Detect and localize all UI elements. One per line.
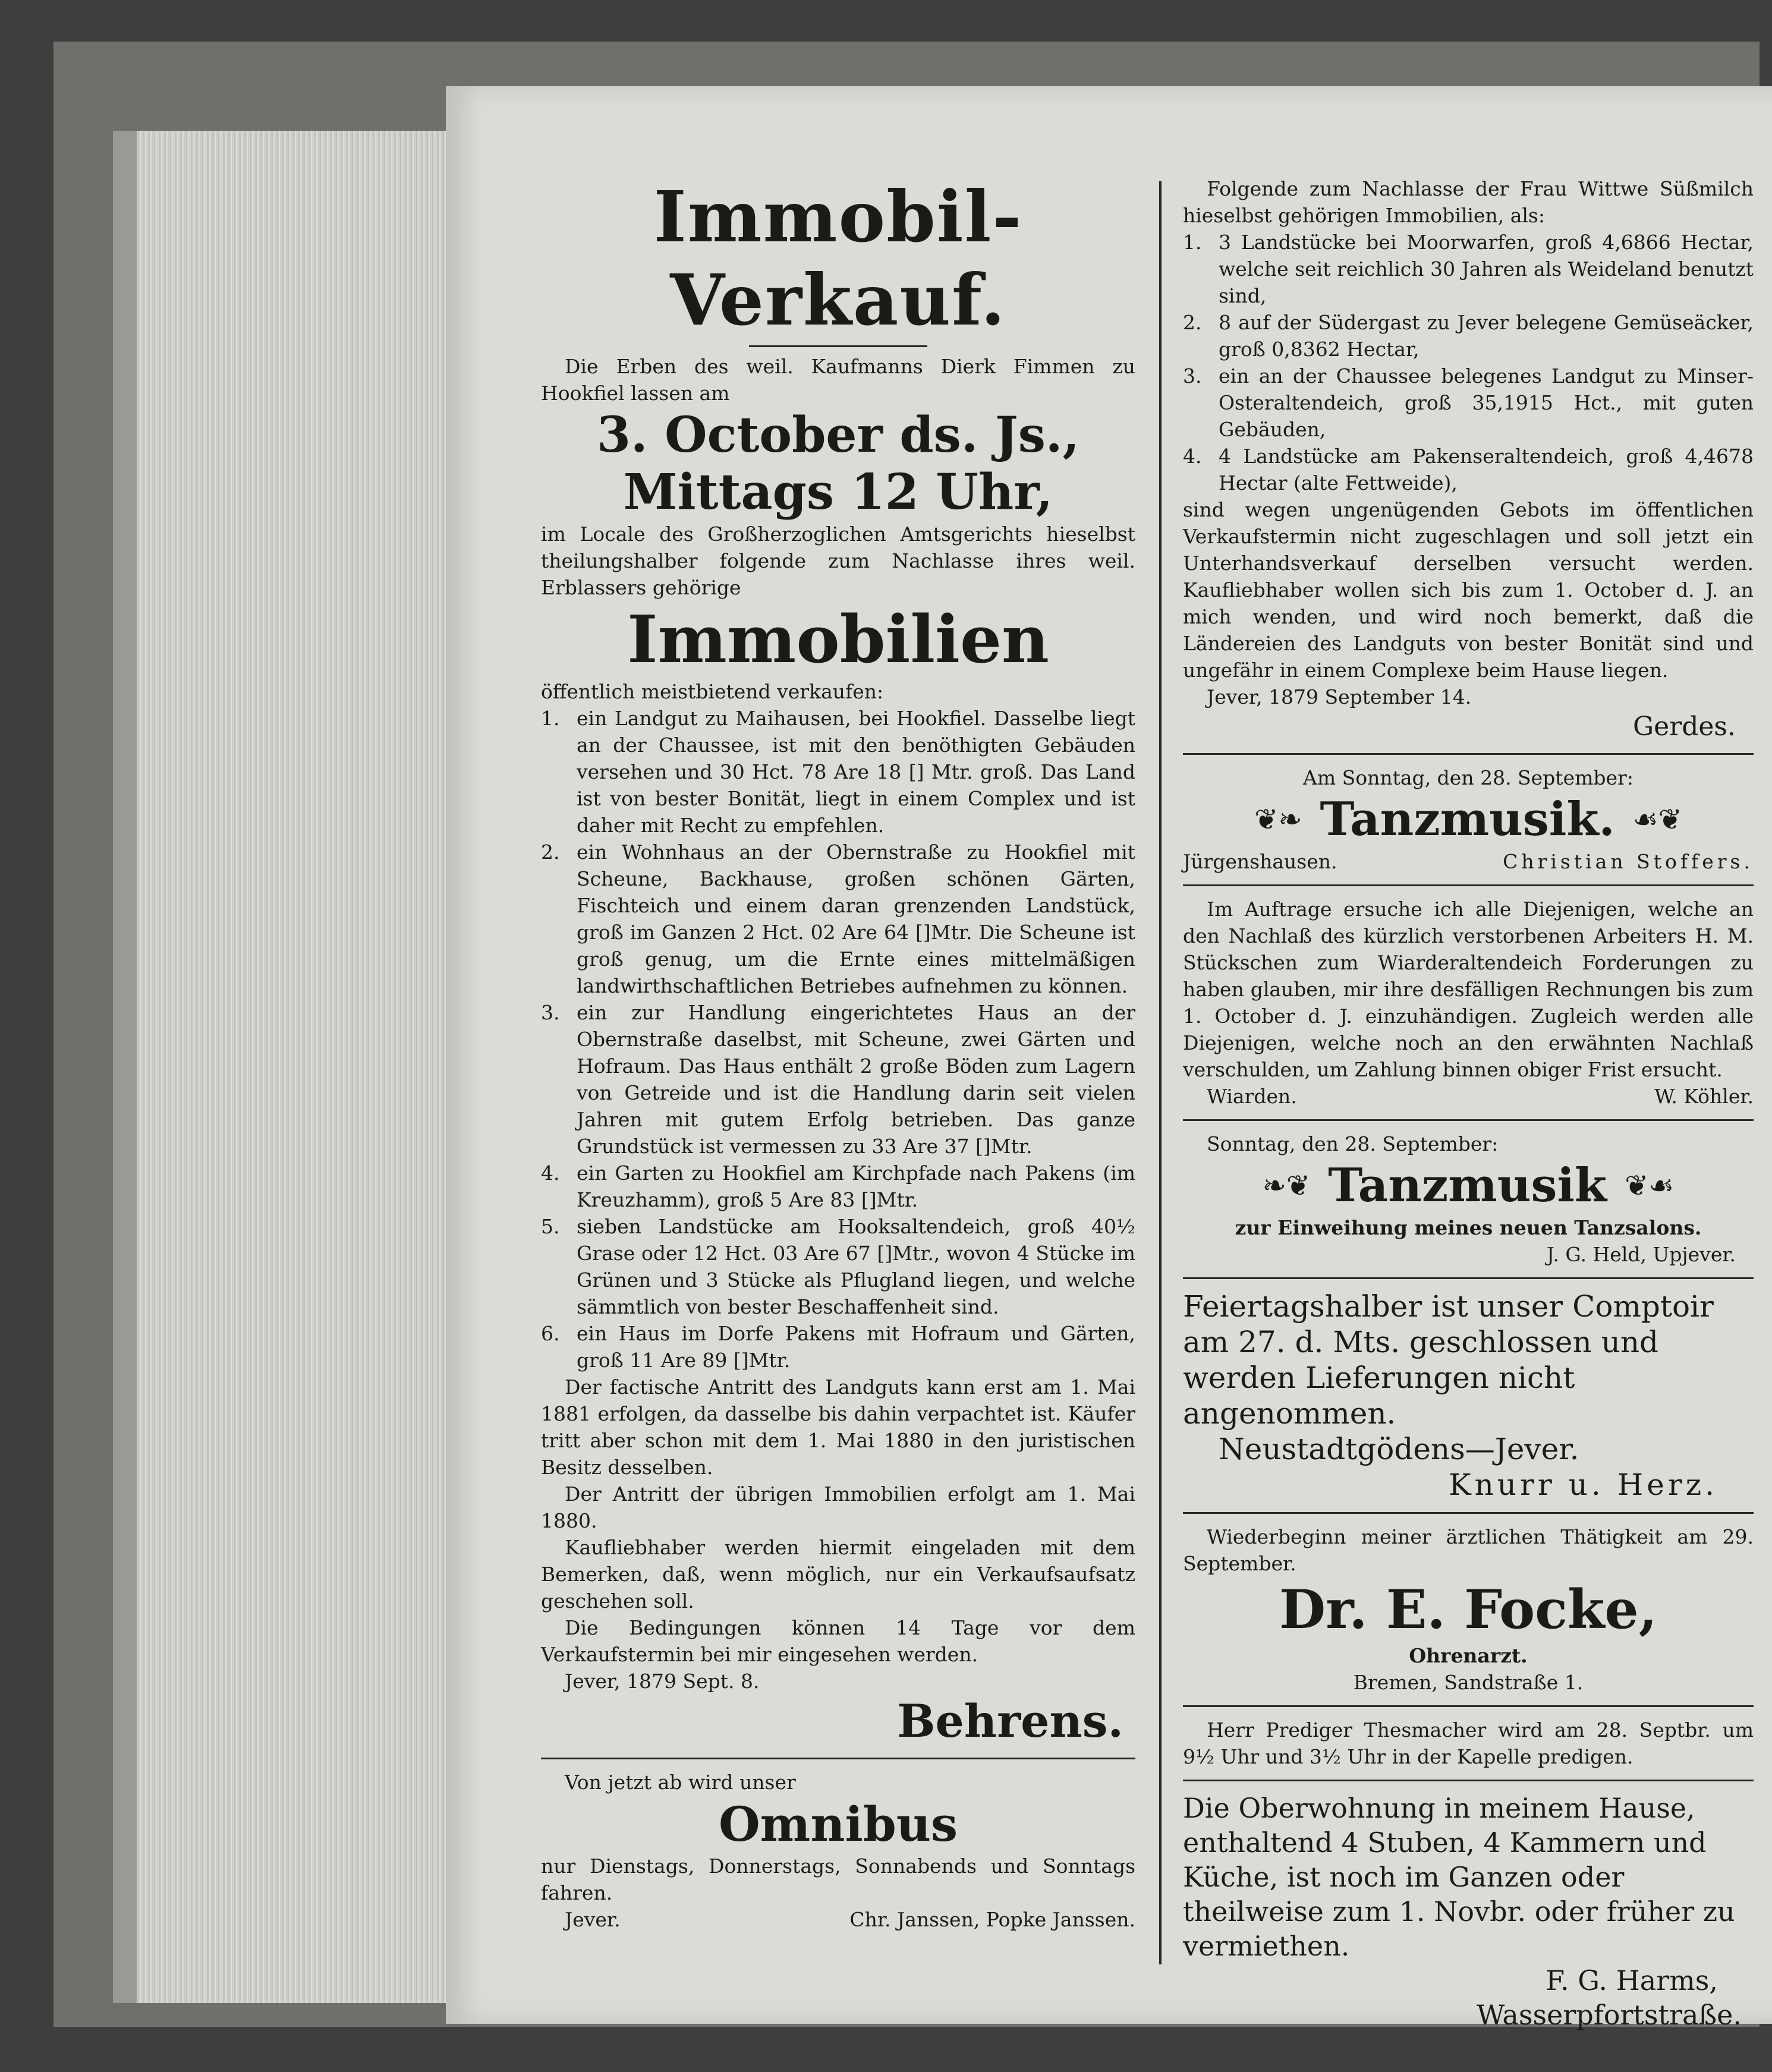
newspaper-page bbox=[446, 86, 1772, 2031]
list-item: 2. 8 auf der Südergast zu Jever belegene Gemüseäcker, groß 0,8362 Hectar, bbox=[1183, 311, 1754, 361]
ad-title: Immobil-Verkauf. bbox=[653, 175, 1023, 341]
column-divider bbox=[1159, 181, 1162, 1964]
ornament-icon: ❧❦ bbox=[1262, 1169, 1311, 1202]
notice-text: Feiertagshalber ist unser Comptoir am 27. d. Mts. geschlossen und werden Lieferungen nicht angenommen. bbox=[1183, 1289, 1714, 1431]
event-date: Am Sonntag, den 28. September: bbox=[1303, 766, 1633, 789]
omnibus-title: Omnibus bbox=[718, 1796, 958, 1852]
divider bbox=[1183, 1780, 1754, 1781]
paragraph: Kaufliebhaber werden hiermit eingeladen mit dem Bemerken, daß, wenn möglich, nur ein Verkaufsaufsatz geschehen soll. bbox=[541, 1536, 1135, 1613]
event-place: Jürgenshausen. bbox=[1183, 850, 1337, 873]
doctor-name: Dr. E. Focke, bbox=[1279, 1578, 1657, 1641]
ad-body: sind wegen ungenügenden Gebots im öffentlichen Verkaufstermin nicht zugeschlagen und soll jetzt ein Unterhandsverkauf derselben versucht werden. Kaufliebhaber wollen sich bis zum 1. October d. J. an mich wenden, und wird noch bemerkt, daß die Ländereien des Landguts von bester Bonität sind und ungefähr in einem Complexe beim Hause liegen. bbox=[1183, 498, 1754, 682]
omnibus-text: nur Dienstags, Donnerstags, Sonnabends und Sonntags fahren. bbox=[541, 1854, 1135, 1904]
omnibus-intro: Von jetzt ab wird unser bbox=[565, 1771, 796, 1794]
divider bbox=[541, 1758, 1135, 1759]
doctor-title: Ohrenarzt. bbox=[1409, 1644, 1528, 1667]
divider bbox=[1183, 884, 1754, 886]
auction-date: 3. October ds. Js., bbox=[597, 407, 1079, 464]
omnibus-signature: Chr. Janssen, Popke Janssen. bbox=[849, 1908, 1135, 1931]
signature: Gerdes. bbox=[1633, 711, 1736, 742]
paragraph: Der factische Antritt des Landguts kann erst am 1. Mai 1881 erfolgen, da dasselbe bis dahin verpachtet ist. Käufer tritt aber schon mit dem 1. Mai 1880 in den juristischen Besitz desselben. bbox=[541, 1375, 1135, 1479]
event-signature: Christian Stoffers. bbox=[1503, 850, 1754, 873]
rental-signature: F. G. Harms, bbox=[1546, 1964, 1718, 1997]
sermon-notice: Herr Prediger Thesmacher wird am 28. Septbr. um 9½ Uhr und 3½ Uhr in der Kapelle predigen. bbox=[1183, 1718, 1754, 1768]
ornament-icon: ❦❧ bbox=[1254, 803, 1302, 836]
list-item: 4. ein Garten zu Hookfiel am Kirchpfade nach Pakens (im Kreuzhamm), groß 5 Are 83 []Mtr. bbox=[541, 1161, 1135, 1211]
divider bbox=[749, 345, 927, 347]
event-banner bbox=[1183, 791, 1754, 848]
ad-body: Im Auftrage ersuche ich alle Diejenigen, welche an den Nachlaß des kürzlich verstorbenen Arbeiters H. M. Stückschen zum Wiarderaltendeich Forderungen zu haben glauben, mir ihre desfälligen Rechnungen bis zum 1. October d. J. einzuhändigen. Zugleich werden alle Diejenigen, welche noch an den erwähnten Nachlaß verschulden, um Zahlung binnen obiger Frist ersucht. bbox=[1183, 898, 1754, 1081]
auction-time: Mittags 12 Uhr, bbox=[623, 464, 1053, 521]
ad-signature: W. Köhler. bbox=[1654, 1085, 1754, 1108]
event-title: Tanzmusik bbox=[1328, 1158, 1607, 1213]
list-item: 1. 3 Landstücke bei Moorwarfen, groß 4,6866 Hectar, welche seit reichlich 30 Jahren als Weideland benutzt sind, bbox=[1183, 231, 1754, 307]
divider bbox=[1183, 1277, 1754, 1279]
event-title: Tanzmusik. bbox=[1320, 792, 1615, 846]
ad-intro: Die Erben des weil. Kaufmanns Dierk Fimmen zu Hookfiel lassen am bbox=[541, 355, 1135, 405]
list-item: 1. ein Landgut zu Maihausen, bei Hookfiel. Dasselbe liegt an der Chaussee, ist mit den benöthigten Gebäuden versehen und 30 Hct. 78 Are 18 [] Mtr. groß. Das Land ist von bester Bonität, liegt in einem Complex und ist daher mit Recht zu empfehlen. bbox=[541, 707, 1135, 837]
list-item: 2. ein Wohnhaus an der Obernstraße zu Hookfiel mit Scheune, Backhause, großen schönen Gärten, Fischteich und einem daran grenzenden Landstück, groß im Ganzen 2 Hct. 02 Are 64 []Mtr. Die Scheune ist groß genug, um die Ernte eines mittelmäßigen landwirthschaftlichen Betriebes aufnehmen zu können. bbox=[541, 840, 1135, 997]
signature: Behrens. bbox=[897, 1695, 1123, 1747]
ad-heading: Immobilien bbox=[627, 601, 1049, 678]
auction-place: im Locale des Großherzoglichen Amtsgerichts hieselbst theilungshalber folgende zum Nachlasse ihres weil. Erblassers gehörige bbox=[541, 522, 1135, 599]
event-banner bbox=[1183, 1157, 1754, 1214]
list-item: 6. ein Haus im Dorfe Pakens mit Hofraum und Gärten, groß 11 Are 89 []Mtr. bbox=[541, 1322, 1135, 1372]
doctor-address: Bremen, Sandstraße 1. bbox=[1353, 1671, 1584, 1694]
rental-text: Die Oberwohnung in meinem Hause, enthaltend 4 Stuben, 4 Kammern und Küche, ist noch im Ganzen oder theilweise zum 1. Novbr. oder früher zu vermiethen. bbox=[1183, 1792, 1735, 1962]
notice-place: Neustadtgödens—Jever. bbox=[1219, 1432, 1579, 1466]
list-item: 3. ein zur Handlung eingerichtetes Haus an der Obernstraße daselbst, mit Scheune, zwei Gärten und Hofraum. Das Haus enthält 2 große Böden zum Lagern von Getreide und ist die Handlung darin seit vielen Jahren mit gutem Erfolg betrieben. Das ganze Grundstück ist vermessen zu 33 Are 37 []Mtr. bbox=[541, 1001, 1135, 1158]
doctor-notice: Wiederbeginn meiner ärztlichen Thätigkeit am 29. September. bbox=[1183, 1525, 1754, 1575]
paragraph: Die Bedingungen können 14 Tage vor dem Verkaufstermin bei mir eingesehen werden. bbox=[541, 1616, 1135, 1666]
dateline: Jever, 1879 Sept. 8. bbox=[565, 1670, 760, 1693]
right-column bbox=[1183, 175, 1754, 2032]
event-date: Sonntag, den 28. September: bbox=[1207, 1132, 1499, 1155]
left-column bbox=[541, 175, 1135, 1933]
list-item: 4. 4 Landstücke am Pakenseraltendeich, groß 4,4678 Hectar (alte Fettweide), bbox=[1183, 445, 1754, 495]
list-item: 3. ein an der Chaussee belegenes Landgut zu Minser-Osteraltendeich, groß 35,1915 Hct., mit guten Gebäuden, bbox=[1183, 364, 1754, 441]
divider bbox=[1183, 1705, 1754, 1707]
paragraph: Der Antritt der übrigen Immobilien erfolgt am 1. Mai 1880. bbox=[541, 1482, 1135, 1532]
event-subtitle: zur Einweihung meines neuen Tanzsalons. bbox=[1235, 1216, 1702, 1239]
ornament-icon: ❦☙ bbox=[1625, 1169, 1675, 1202]
ad-place: Wiarden. bbox=[1207, 1085, 1297, 1108]
rental-street: Wasserpfortstraße. bbox=[1477, 1999, 1742, 2031]
divider bbox=[1183, 753, 1754, 755]
ad-footer bbox=[1183, 1083, 1754, 1110]
divider bbox=[1183, 1119, 1754, 1121]
list-item: 5. sieben Landstücke am Hooksaltendeich, groß 40½ Grase oder 12 Hct. 03 Are 67 []Mtr., wovon 4 Stücke im Grünen und 3 Stücke als Pflugland liegen, und welche sämmtlich von bester Beschaffenheit sind. bbox=[541, 1215, 1135, 1318]
omnibus-place: Jever. bbox=[565, 1908, 621, 1931]
notice-signature: Knurr u. Herz. bbox=[1449, 1468, 1718, 1502]
page-edges bbox=[113, 131, 470, 2003]
divider bbox=[1183, 1512, 1754, 1514]
omnibus-footer bbox=[541, 1906, 1135, 1933]
event-signature: J. G. Held, Upjever. bbox=[1546, 1243, 1736, 1266]
ad-intro: Folgende zum Nachlasse der Frau Wittwe Süßmilch hieselbst gehörigen Immobilien, als: bbox=[1183, 177, 1754, 227]
book bbox=[53, 42, 1760, 2031]
dateline: Jever, 1879 September 14. bbox=[1207, 685, 1472, 708]
ornament-icon: ☙❦ bbox=[1632, 803, 1682, 836]
event-footer bbox=[1183, 848, 1754, 875]
ad-sub: öffentlich meistbietend verkaufen: bbox=[541, 680, 884, 703]
